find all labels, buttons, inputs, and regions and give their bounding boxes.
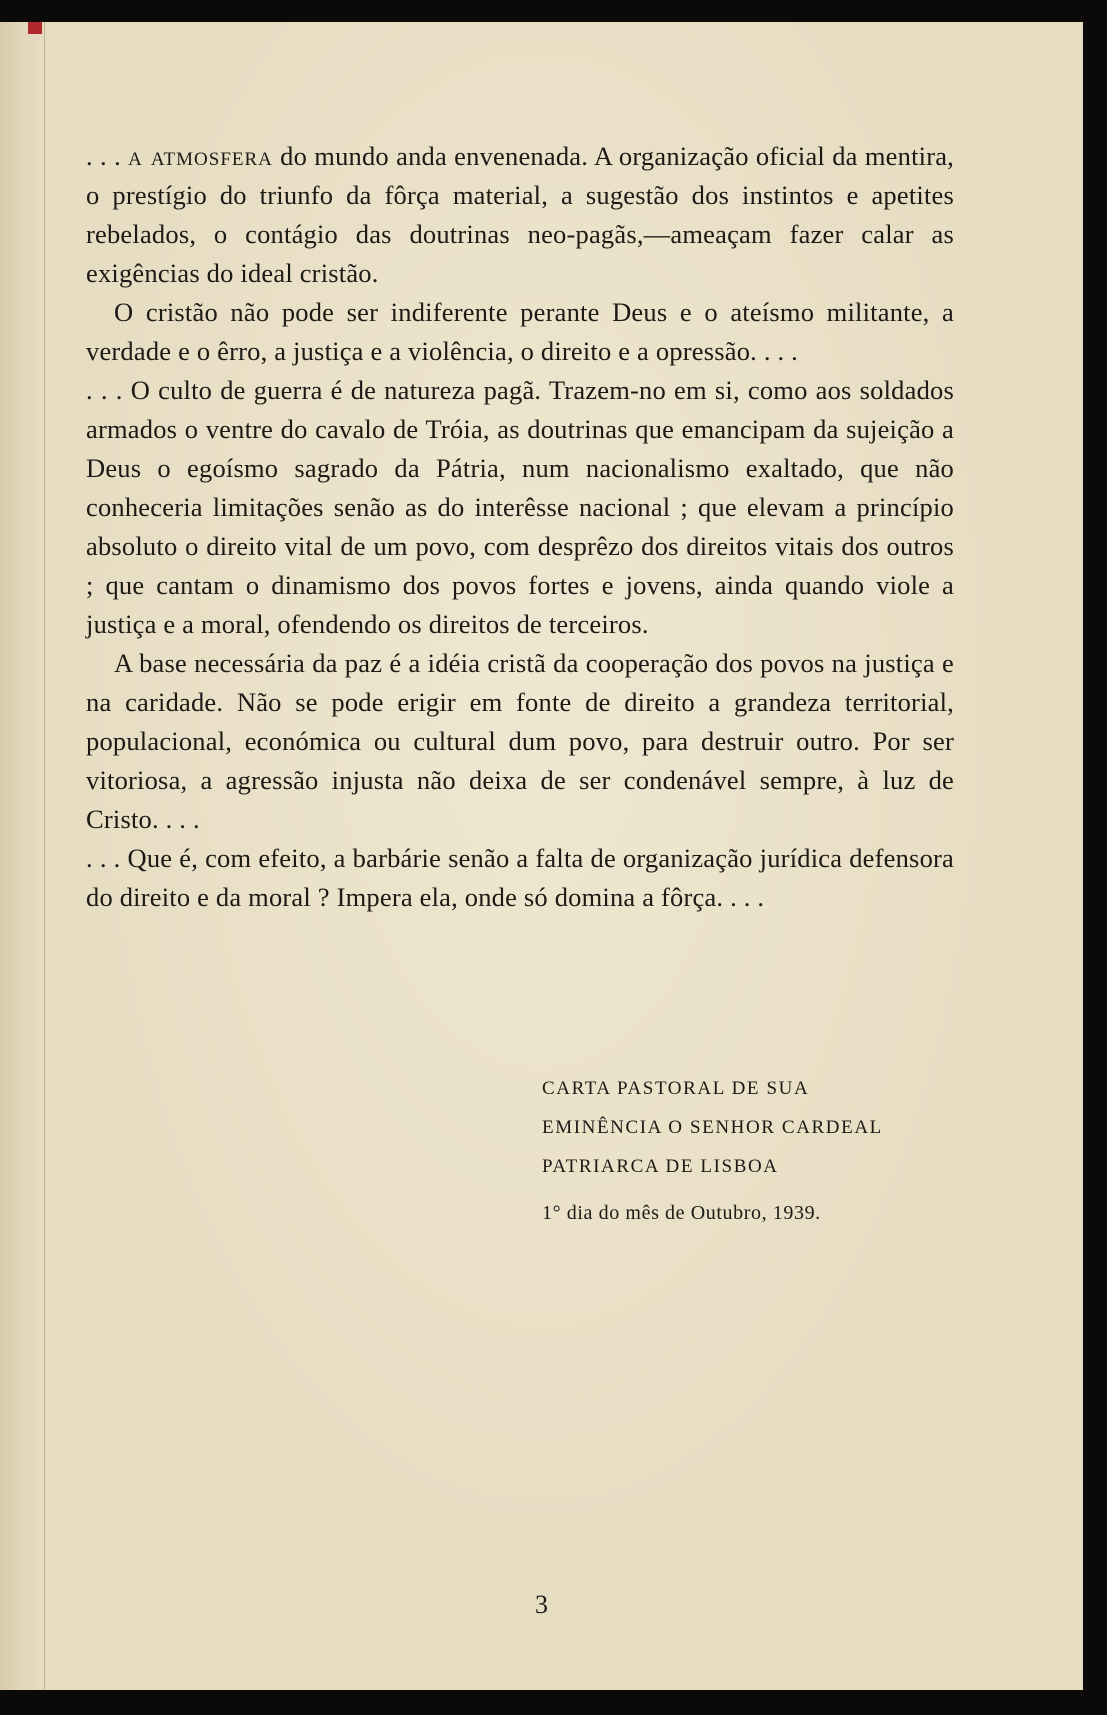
binding-edge (0, 22, 45, 1690)
red-page-marker (28, 22, 42, 34)
attribution-line-2: EMINÊNCIA O SENHOR CARDEAL (542, 1117, 883, 1138)
opening-smallcaps: a atmosfera (128, 141, 273, 171)
attribution-date: 1° dia do mês de Outubro, 1939. (542, 1202, 821, 1224)
page-number: 3 (535, 1590, 548, 1619)
paragraph-4: A base necessária da paz é a idéia cristã da cooperação dos povos na justiça e na caridade. Não se pode erigir em fonte de direito a grandeza territorial, populacional, económica ou cultural dum povo, para destruir outro. Por ser vitoriosa, a agressão injusta não deixa de ser condenável sempre, à luz de Cristo. . . . (86, 648, 954, 834)
paragraph-1-text: do mundo anda envenenada. A organização oficial da mentira, o prestígio do triunfo da fôrça material, a sugestão dos instintos e apetites rebelados, o contágio das doutrinas neo-pagãs,—ameaçam fazer calar as exigências do ideal cristão. (86, 141, 954, 288)
quotation-body (86, 137, 954, 917)
paragraph-3: . . . O culto de guerra é de natureza pagã. Trazem-no em si, como aos soldados armados o ventre do cavalo de Tróia, as doutrinas que emancipam da sujeição a Deus o egoísmo sagrado da Pátria, num nacionalismo exaltado, que não conheceria limitações senão as do interêsse nacional ; que elevam a princípio absoluto o direito vital de um povo, com desprêzo dos direitos vitais dos outros ; que cantam o dinamismo dos povos fortes e jovens, ainda quando viole a justiça e a moral, ofendendo os direitos de terceiros. (86, 375, 954, 639)
paragraph-5: . . . Que é, com efeito, a barbárie senão a falta de organização jurídica defensora do direito e da moral ? Impera ela, onde só domina a fôrça. . . . (86, 843, 954, 912)
leading-ellipsis: . . . (86, 141, 129, 171)
paragraph-2: O cristão não pode ser indiferente perante Deus e o ateísmo militante, a verdade e o êrro, a justiça e a violência, o direito e a opressão. . . . (86, 297, 954, 366)
paragraph-1 (86, 137, 954, 293)
source-attribution (542, 1069, 962, 1228)
attribution-line-3: PATRIARCA DE LISBOA (542, 1156, 779, 1177)
book-page (0, 22, 1083, 1690)
attribution-line-1: CARTA PASTORAL DE SUA (542, 1078, 810, 1099)
